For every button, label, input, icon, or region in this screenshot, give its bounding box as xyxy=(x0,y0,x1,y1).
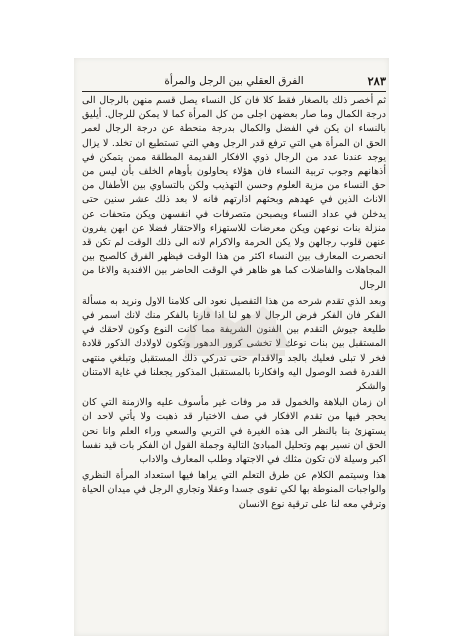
paragraph-2: وبعد الذي تقدم شرحه من هذا التفصيل نعود الى كلامنا الاول ونريد به مسألة الفكر فان الفكر فرض الرجال لا هو لنا اذا قارنا بالفكر منك لانك اسمر في طليعة جيوش التقدم بين الفنون الشريفة مما كانت النوع وكون لاحقك في المستقبل بين بنات نوعك لا تخشى كرور الدهور وتكون لاولادك الذكور قلادة فخر لا تبلى فعليك بالجد والاقدام حتى تدركي ذلك المستقبل وتبلغي منتهى القدرة قصد الوصول اليه وافكارنا بالمستقبل المذكور يجعلنا في غاية الامتنان والشكر xyxy=(82,295,386,393)
paragraph-4: هذا وسيتمم الكلام عن طرق التعلم التي يراها فيها استعداد المرأة النظري والواجبات المنوطة بها لكي تقوى جسدا وعقلا وتجاري الرجل في ميدان الحياة وترقي معه لنا على ترقية نوع الانسان xyxy=(82,470,386,510)
page-header xyxy=(82,73,386,89)
header-rule xyxy=(82,91,386,92)
paragraph-1: ثم أخصر ذلك بالصغار فقط كلا فان كل النساء يصل قسم منهن بالرجال الى درجة الكمال وما صار بعضهن اجلى من كل المرأة كما لا يمكن للرجال. أيليق بالنساء ان يكن في الفضل والكمال بدرجة منحطة عن درجة الرجال لعمر الحق ان المرأة هي التي ترفع قدر الرجل وهي التي تستطيع ان تخلد. لا يزال يوجد عندنا عدد من الرجال ذوي الافكار القديمة المطلقة ممن يتمكن في أذهانهم وجوب تربية النساء فان هؤلاء يحاولون بأوهام الخلف بأن ليس من حق النساء من مزية العلوم وحسن التهذيب ولكن بالتساوي بين الأطفال من الاناث الذين في عهدهم وبحثهم اذارتهم فانه لا بعد ذلك عشر سنين حتى يدخلن في عداد النساء ويصبحن متصرفات في انفسهن ويكن متحفات عن منزلة بنات نوعهن ويكن معرضات للاستهزاء والاحتقار فضلا عن ابهن يفرون عنهن قلوب رجالهن ولا يكن الحرمة والاكرام لانه الى ذلك الوقت لم تكن قد انحصرت المعارف بين النساء اكثر من هذا الوقت فيظهر الفرق كالصبح بين المجاهلات والفاضلات كما هو ظاهر في الوقت الحاضر بين الافندية والاغا من الرجال xyxy=(82,95,386,291)
page-body xyxy=(82,94,386,512)
running-title: الفرق العقلي بين الرجل والمرأة xyxy=(164,75,304,87)
paragraph-3: ان زمان البلاهة والخمول قد مر وفات غير مأسوف عليه والازمنة التي كان يحجر فيها من تقدم الافكار في صف الاختيار قد ذهبت ولا يأتي لاحد ان يستهزئ بنا بالنظر الى هذه الغيرة في التربي والسعي وراء العلم وانا نحن الحق ان نسير بهم وتحليل المبادئ التالية وجملة القول ان الفكر بات قيد نفسا اكبر وسيلة لان تكون مثلك في الاجتهاد وطلب المعارف والاداب xyxy=(82,397,386,466)
page-number: ٢٨٣ xyxy=(367,74,386,88)
